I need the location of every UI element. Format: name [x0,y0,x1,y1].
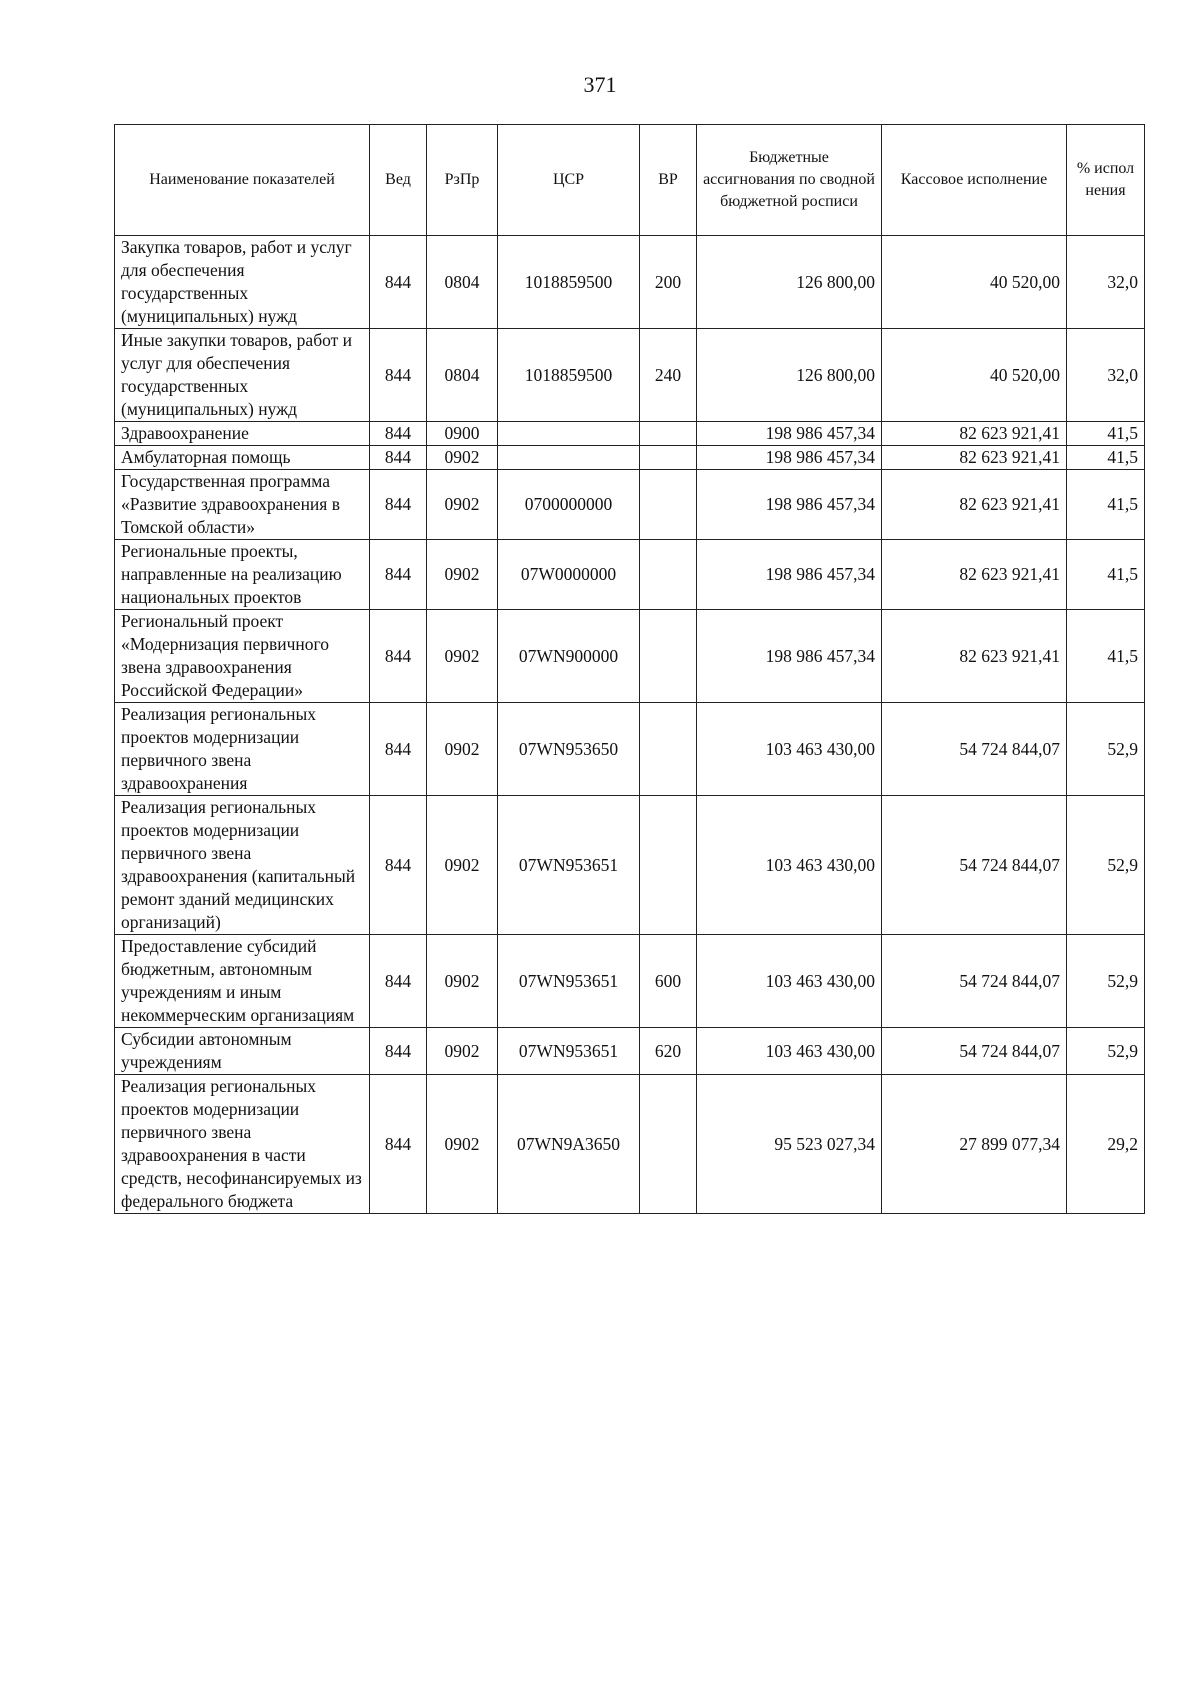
row-ved: 844 [370,703,427,796]
row-csr: 0700000000 [498,470,640,540]
table-row [115,796,1145,935]
row-ved: 844 [370,796,427,935]
header-vr: ВР [640,125,697,236]
row-name: Реализация региональных проектов модернизации первичного звена здравоохранения [115,703,370,796]
row-name: Субсидии автономным учреждениям [115,1028,370,1075]
row-rzpr: 0902 [427,540,498,610]
table-row [115,935,1145,1028]
row-assignments: 198 986 457,34 [697,610,882,703]
row-ved: 844 [370,935,427,1028]
row-assignments: 103 463 430,00 [697,935,882,1028]
table-row [115,703,1145,796]
row-ved: 844 [370,236,427,329]
row-percent: 29,2 [1067,1075,1145,1214]
row-rzpr: 0804 [427,236,498,329]
row-csr: 07WN9A3650 [498,1075,640,1214]
row-assignments: 198 986 457,34 [697,446,882,470]
row-csr: 07WN953651 [498,1028,640,1075]
row-vr [640,1075,697,1214]
row-assignments: 103 463 430,00 [697,1028,882,1075]
row-rzpr: 0902 [427,446,498,470]
table-row [115,446,1145,470]
table-row [115,422,1145,446]
row-csr: 07WN900000 [498,610,640,703]
row-name: Иные закупки товаров, работ и услуг для обеспечения государственных (муниципальных) нужд [115,329,370,422]
row-percent: 52,9 [1067,703,1145,796]
row-rzpr: 0902 [427,1028,498,1075]
row-csr: 07WN953651 [498,935,640,1028]
row-percent: 41,5 [1067,446,1145,470]
row-csr: 07W0000000 [498,540,640,610]
row-name: Государственная программа «Развитие здравоохранения в Томской области» [115,470,370,540]
header-indicator-name: Наименование показателей [115,125,370,236]
row-csr [498,446,640,470]
row-cash-execution: 82 623 921,41 [882,422,1067,446]
row-percent: 52,9 [1067,796,1145,935]
row-percent: 41,5 [1067,610,1145,703]
row-cash-execution: 54 724 844,07 [882,796,1067,935]
table-row [115,329,1145,422]
row-name: Закупка товаров, работ и услуг для обеспечения государственных (муниципальных) нужд [115,236,370,329]
header-cash-execution: Кассовое исполнение [882,125,1067,236]
row-name: Амбулаторная помощь [115,446,370,470]
table-row [115,236,1145,329]
row-cash-execution: 54 724 844,07 [882,935,1067,1028]
row-assignments: 198 986 457,34 [697,422,882,446]
row-csr: 1018859500 [498,329,640,422]
row-rzpr: 0902 [427,796,498,935]
row-vr: 200 [640,236,697,329]
row-assignments: 103 463 430,00 [697,703,882,796]
row-assignments: 103 463 430,00 [697,796,882,935]
row-ved: 844 [370,610,427,703]
header-rzpr: РзПр [427,125,498,236]
row-vr [640,703,697,796]
row-csr: 07WN953651 [498,796,640,935]
row-assignments: 198 986 457,34 [697,470,882,540]
row-rzpr: 0902 [427,470,498,540]
row-ved: 844 [370,1075,427,1214]
row-ved: 844 [370,446,427,470]
row-name: Региональные проекты, направленные на реализацию национальных проектов [115,540,370,610]
row-ved: 844 [370,540,427,610]
table-row [115,1075,1145,1214]
row-name: Реализация региональных проектов модернизации первичного звена здравоохранения (капитальный ремонт зданий медицинских организаций) [115,796,370,935]
page-number: 371 [583,72,617,97]
row-rzpr: 0902 [427,1075,498,1214]
row-assignments: 126 800,00 [697,236,882,329]
row-vr [640,446,697,470]
row-name: Региональный проект «Модернизация первичного звена здравоохранения Российской Федерации» [115,610,370,703]
row-vr: 240 [640,329,697,422]
header-budget-assignments: Бюджетные ассигнования по сводной бюджетной росписи [697,125,882,236]
table-row [115,470,1145,540]
table-row [115,540,1145,610]
row-percent: 52,9 [1067,935,1145,1028]
row-rzpr: 0804 [427,329,498,422]
header-execution-percent: % испол нения [1067,125,1145,236]
row-name: Реализация региональных проектов модернизации первичного звена здравоохранения в части средств, несофинансируемых из федерального бюджета [115,1075,370,1214]
row-cash-execution: 40 520,00 [882,329,1067,422]
row-assignments: 126 800,00 [697,329,882,422]
row-ved: 844 [370,329,427,422]
table-row [115,610,1145,703]
table-header-row [115,125,1145,236]
row-cash-execution: 27 899 077,34 [882,1075,1067,1214]
row-csr: 1018859500 [498,236,640,329]
row-cash-execution: 82 623 921,41 [882,540,1067,610]
row-percent: 41,5 [1067,470,1145,540]
table-row [115,1028,1145,1075]
header-csr: ЦСР [498,125,640,236]
row-percent: 41,5 [1067,422,1145,446]
row-cash-execution: 54 724 844,07 [882,1028,1067,1075]
row-percent: 52,9 [1067,1028,1145,1075]
row-name: Предоставление субсидий бюджетным, автономным учреждениям и иным некоммерческим организациям [115,935,370,1028]
row-vr [640,470,697,540]
row-ved: 844 [370,1028,427,1075]
row-assignments: 198 986 457,34 [697,540,882,610]
row-ved: 844 [370,470,427,540]
row-cash-execution: 54 724 844,07 [882,703,1067,796]
row-vr [640,540,697,610]
row-vr [640,796,697,935]
row-vr: 600 [640,935,697,1028]
row-rzpr: 0902 [427,610,498,703]
row-cash-execution: 40 520,00 [882,236,1067,329]
row-assignments: 95 523 027,34 [697,1075,882,1214]
header-ved: Вед [370,125,427,236]
row-vr [640,422,697,446]
row-csr [498,422,640,446]
row-cash-execution: 82 623 921,41 [882,610,1067,703]
row-percent: 32,0 [1067,329,1145,422]
row-ved: 844 [370,422,427,446]
row-rzpr: 0902 [427,935,498,1028]
row-percent: 32,0 [1067,236,1145,329]
row-name: Здравоохранение [115,422,370,446]
row-vr: 620 [640,1028,697,1075]
row-cash-execution: 82 623 921,41 [882,446,1067,470]
row-cash-execution: 82 623 921,41 [882,470,1067,540]
row-percent: 41,5 [1067,540,1145,610]
row-rzpr: 0900 [427,422,498,446]
row-rzpr: 0902 [427,703,498,796]
budget-execution-table [114,124,1145,1214]
row-vr [640,610,697,703]
row-csr: 07WN953650 [498,703,640,796]
